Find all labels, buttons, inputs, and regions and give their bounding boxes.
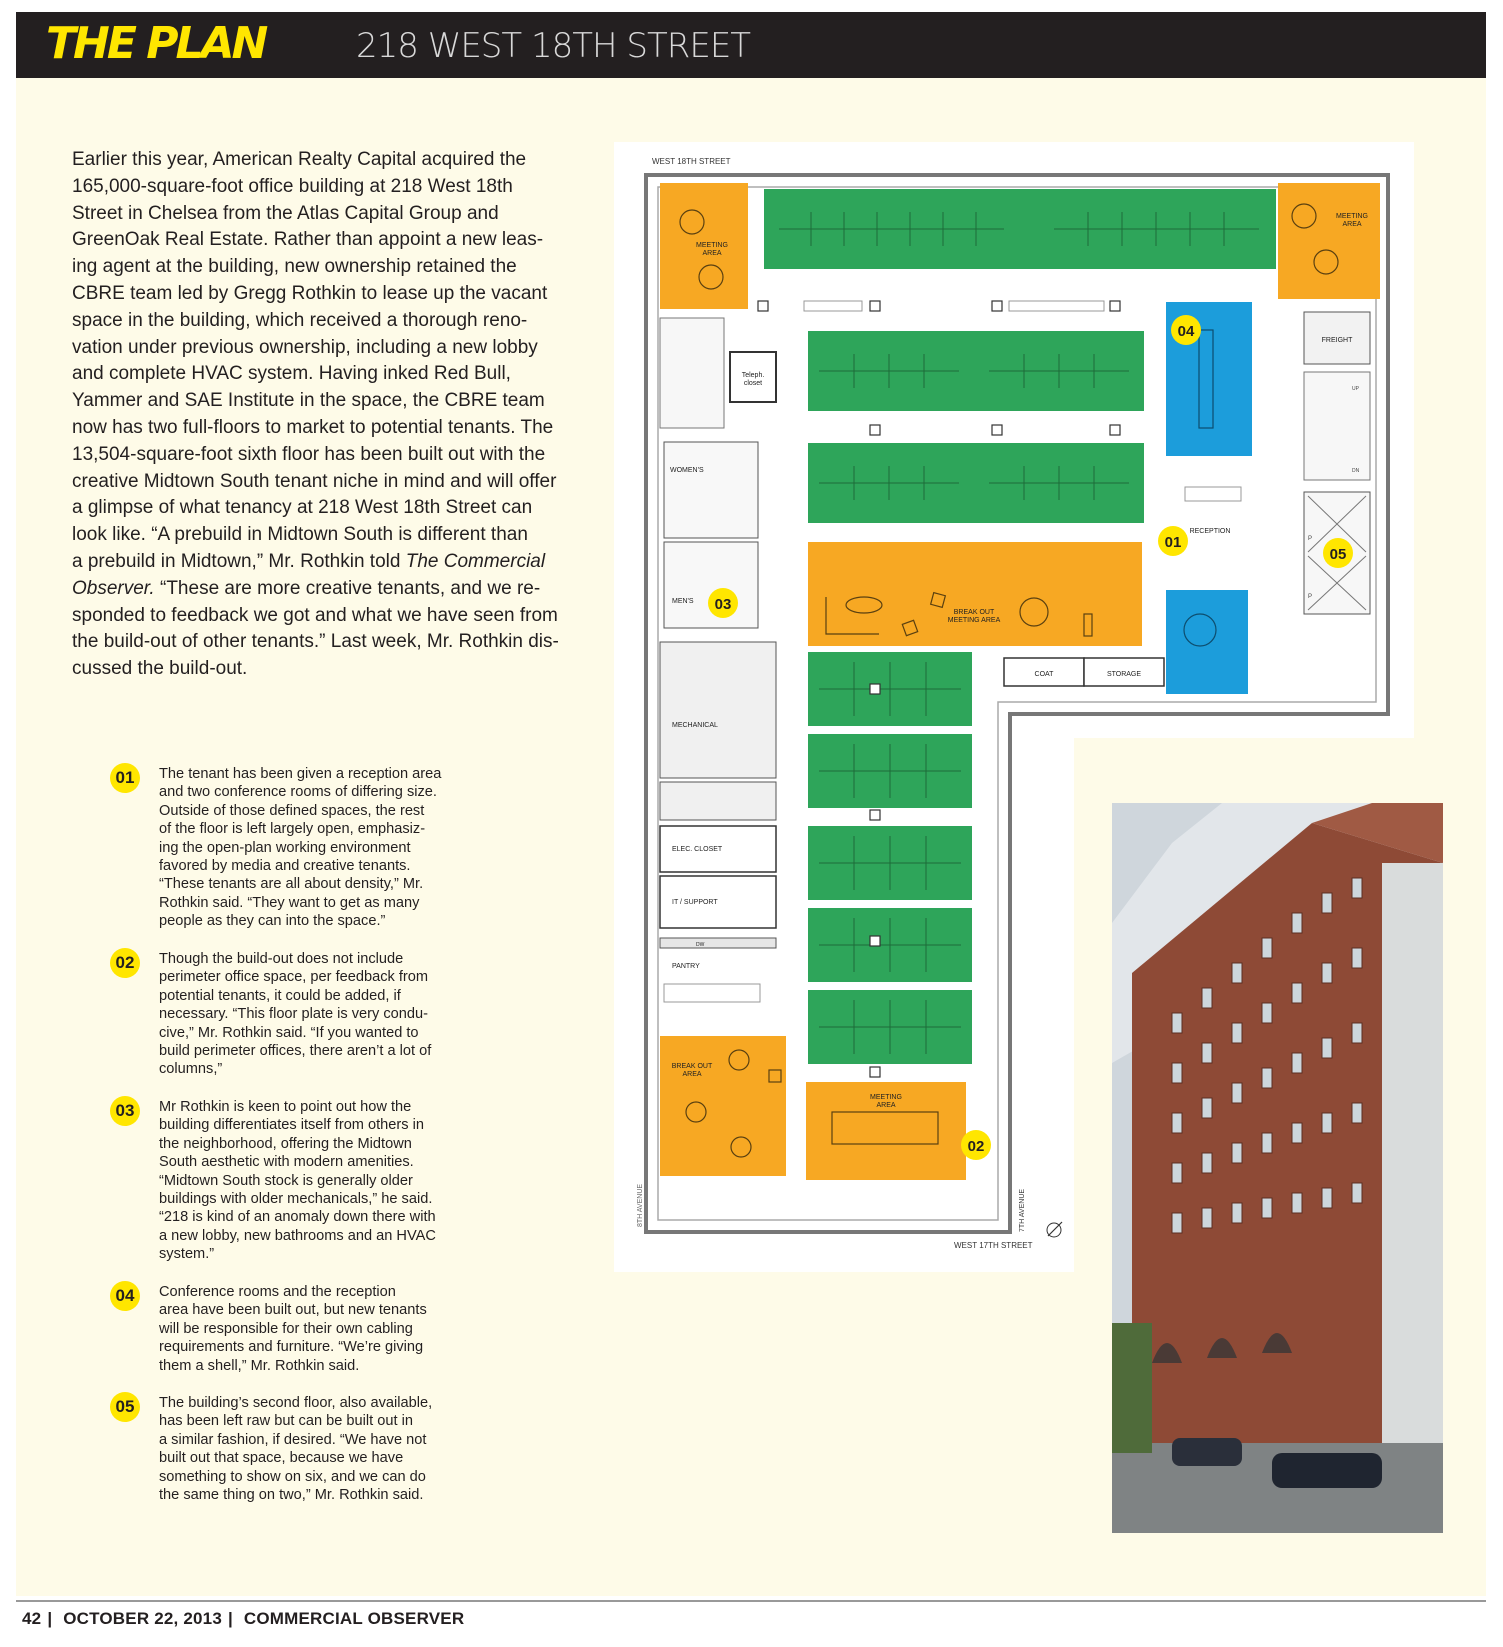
stair-label-up: UP	[1352, 386, 1359, 392]
parking-label: P	[1308, 594, 1313, 600]
note-text	[159, 1098, 499, 1264]
room-label: closet	[743, 380, 763, 387]
intro-text: “These are more creative tenants, and we re-	[154, 577, 541, 599]
note-line: build perimeter offices, there aren’t a lot of	[159, 1043, 432, 1060]
marker-03	[708, 588, 738, 618]
intro-line: CBRE team led by Gregg Rothkin to lease up the vacant	[72, 282, 548, 304]
workstation-block-row3	[808, 443, 1144, 523]
note-line: Rothkin said. “They want to get as many	[159, 894, 420, 911]
workstation-block-row2	[808, 331, 1144, 411]
intro-line: Street in Chelsea from the Atlas Capital Group and	[72, 202, 499, 224]
room-label: MEN'S	[672, 598, 694, 605]
publication-name: The Commercial	[405, 550, 546, 572]
parked-car	[1172, 1438, 1242, 1466]
note-line: buildings with older mechanicals,” he said.	[159, 1191, 433, 1208]
dishwasher-label: DW	[696, 942, 705, 948]
note-number-badge: 04	[110, 1281, 140, 1311]
pantry-counter	[660, 938, 776, 948]
room-label: AREA	[682, 1071, 702, 1078]
room-label: STORAGE	[1106, 671, 1142, 678]
marker-05	[1323, 538, 1353, 568]
note-line: Conference rooms and the reception	[159, 1284, 396, 1300]
intro-line: cussed the build-out.	[72, 658, 248, 680]
note-line: people as they can into the space.”	[159, 913, 386, 930]
break-out-area	[660, 1036, 786, 1176]
intro-line: a glimpse of what tenancy at 218 West 18th Street can	[72, 497, 533, 519]
room-label: RECEPTION	[1189, 528, 1231, 535]
avenue-label-right: 7TH AVENUE	[1019, 1188, 1026, 1232]
page-number: 42	[22, 1609, 42, 1628]
publication-name: Observer.	[72, 577, 155, 599]
note-line: “Midtown South stock is generally older	[159, 1172, 413, 1189]
marker-01	[1158, 526, 1188, 556]
note-number-badge: 02	[110, 948, 140, 978]
note-line: Mr Rothkin is keen to point out how the	[159, 1099, 412, 1115]
room-label: BREAK OUT	[671, 1063, 713, 1070]
intro-line: sponded to feedback we got and what we have seen from	[72, 604, 558, 626]
note-line: the same thing on two,” Mr. Rothkin said.	[159, 1487, 424, 1504]
reception-desk	[1185, 487, 1241, 501]
note-line: ing the open-plan working environment	[159, 839, 411, 856]
room-label: AREA	[1342, 221, 1362, 228]
note-line: a new lobby, new bathrooms and an HVAC	[159, 1227, 436, 1244]
stair-label-down: DN	[1352, 468, 1360, 474]
marker-label: 01	[1164, 534, 1182, 551]
tree	[1112, 1323, 1152, 1453]
shafts	[660, 782, 776, 820]
note-line: them a shell,” Mr. Rothkin said.	[159, 1357, 360, 1374]
parking-label: P	[1308, 536, 1313, 542]
note-text	[159, 1283, 499, 1375]
note-line: cive,” Mr. Rothkin said. “If you wanted to	[159, 1024, 419, 1041]
marker-label: 03	[714, 596, 732, 613]
note-text	[159, 1394, 499, 1504]
mechanical-room	[660, 642, 776, 778]
womens-restroom	[664, 442, 758, 538]
note-line: has been left raw but can be built out in	[159, 1413, 413, 1430]
intro-line: look like. “A prebuild in Midtown South is different than	[72, 524, 528, 546]
intro-paragraph	[72, 147, 592, 683]
note-number-badge: 03	[110, 1096, 140, 1126]
building-photo	[1112, 803, 1443, 1533]
street-label-top: WEST 18TH STREET	[652, 157, 731, 166]
workstation-block-top	[764, 189, 1276, 269]
avenue-label-left: 8TH AVENUE	[637, 1183, 644, 1227]
intro-line: Earlier this year, American Realty Capital acquired the	[72, 149, 527, 170]
note-line: requirements and furniture. “We’re giving	[159, 1339, 424, 1356]
note-line: a similar fashion, if desired. “We have not	[159, 1431, 427, 1448]
note-line: Outside of those defined spaces, the rest	[159, 802, 425, 819]
marker-label: 05	[1329, 546, 1347, 563]
stairwell-right	[1304, 372, 1370, 480]
neighbor-building	[1382, 863, 1443, 1463]
room-label: ELEC. CLOSET	[672, 846, 723, 853]
marker-04	[1171, 315, 1201, 345]
intro-text: a prebuild in Midtown,” Mr. Rothkin told	[72, 550, 406, 572]
intro-line: ing agent at the building, new ownership retained the	[72, 256, 517, 278]
pantry-table	[664, 984, 760, 1002]
note-text	[159, 765, 499, 931]
room-label: MEETING	[870, 1094, 902, 1101]
intro-line: and complete HVAC system. Having inked Red Bull,	[72, 363, 511, 385]
room-label: IT / SUPPORT	[672, 899, 718, 906]
room-label: FREIGHT	[1321, 337, 1353, 344]
note-line: “218 is kind of an anomaly down there with	[159, 1209, 436, 1226]
note-line: columns,”	[159, 1061, 223, 1078]
stairwell-left	[660, 318, 724, 428]
room-label: Teleph.	[741, 372, 765, 379]
intro-line: 165,000-square-foot office building at 218 West 18th	[72, 175, 513, 197]
parked-car	[1272, 1453, 1382, 1488]
marker-02	[961, 1130, 991, 1160]
note-line: Though the build-out does not include	[159, 951, 404, 967]
room-label: WOMEN'S	[670, 467, 704, 474]
room-label: MEETING	[696, 242, 728, 249]
room-label: MEETING	[1336, 213, 1368, 220]
note-number-badge: 05	[110, 1392, 140, 1422]
room-label: BREAK OUT	[953, 609, 995, 616]
note-line: of the floor is left largely open, emphasiz-	[159, 821, 426, 838]
room-label: MECHANICAL	[672, 722, 718, 729]
marker-label: 02	[967, 1138, 985, 1155]
room-label: AREA	[876, 1102, 896, 1109]
marker-label: 04	[1177, 323, 1195, 340]
intro-line: space in the building, which received a thorough reno-	[72, 309, 528, 331]
section-title: THE PLAN	[46, 18, 266, 69]
note-line: and two conference rooms of differing size.	[159, 784, 437, 801]
note-line: will be responsible for their own cabling	[159, 1320, 413, 1337]
workstation-block-lower	[808, 652, 972, 1064]
street-label-bottom: WEST 17TH STREET	[954, 1241, 1033, 1250]
note-line: building differentiates itself from others in	[159, 1117, 424, 1134]
intro-line: creative Midtown South tenant niche in mind and will offer	[72, 470, 557, 492]
issue-date: OCTOBER 22, 2013	[63, 1609, 222, 1628]
note-line: South aesthetic with modern amenities.	[159, 1154, 414, 1171]
note-text	[159, 950, 499, 1079]
intro-line: GreenOak Real Estate. Rather than appoint a new leas-	[72, 229, 544, 251]
note-line: The tenant has been given a reception area	[159, 766, 442, 782]
note-line: built out that space, because we have	[159, 1450, 404, 1467]
note-line: area have been built out, but new tenants	[159, 1302, 427, 1319]
intro-line	[72, 549, 592, 576]
room-label: COAT	[1034, 671, 1054, 678]
intro-line: now has two full-floors to market to potential tenants. The	[72, 416, 554, 438]
footer-rule	[16, 1600, 1486, 1602]
note-number-badge: 01	[110, 763, 140, 793]
intro-line: vation under previous ownership, including a new lobby	[72, 336, 538, 358]
address-title: 218 WEST 18TH STREET	[356, 26, 751, 66]
intro-line: 13,504-square-foot sixth floor has been built out with the	[72, 443, 546, 465]
note-line: potential tenants, it could be added, if	[159, 987, 401, 1004]
note-line: favored by media and creative tenants.	[159, 858, 411, 875]
note-line: The building’s second floor, also available,	[159, 1395, 433, 1411]
room-label: MEETING AREA	[947, 617, 1001, 624]
footer: 42 | OCTOBER 22, 2013 | COMMERCIAL OBSERVER	[22, 1609, 465, 1628]
meeting-area-top-right	[1278, 183, 1380, 299]
room-label: PANTRY	[672, 963, 700, 970]
intro-line	[72, 576, 592, 603]
note-line: necessary. “This floor plate is very condu-	[159, 1006, 429, 1023]
conference-room-small	[1166, 590, 1248, 694]
intro-line: Yammer and SAE Institute in the space, the CBRE team	[72, 390, 545, 412]
note-line: “These tenants are all about density,” Mr.	[159, 876, 424, 893]
header-bar	[16, 12, 1486, 78]
note-line: something to show on six, and we can do	[159, 1468, 426, 1485]
note-line: perimeter office space, per feedback from	[159, 969, 429, 986]
room-label: AREA	[702, 250, 722, 257]
note-line: system.”	[159, 1246, 215, 1263]
publication-name: COMMERCIAL OBSERVER	[243, 1609, 465, 1628]
note-line: the neighborhood, offering the Midtown	[159, 1135, 412, 1152]
mens-restroom	[664, 542, 758, 628]
intro-line: the build-out of other tenants.” Last week, Mr. Rothkin dis-	[72, 631, 559, 653]
